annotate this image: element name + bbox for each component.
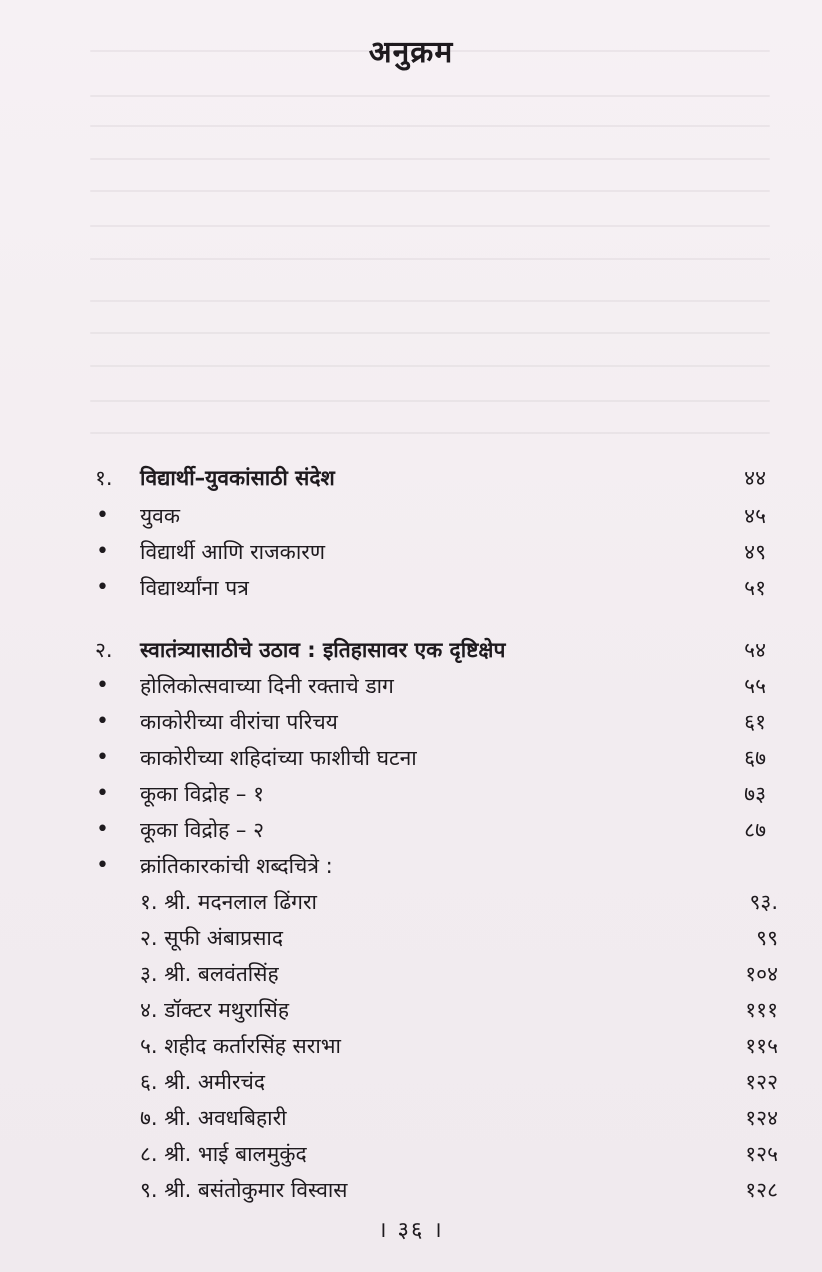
bleed-through-line [90,300,770,302]
bleed-through-line [90,332,770,334]
toc-subitem[interactable] [0,920,822,956]
toc-subitem-page: ९३. [749,890,778,914]
toc-subitem[interactable] [0,1064,822,1100]
toc-item-label: काकोरीच्या वीरांचा परिचय [140,710,338,734]
toc-item-label: कूका विद्रोह – २ [140,818,264,842]
toc-subitem-label: ८. श्री. भाई बालमुकुंद [140,1142,307,1166]
toc-item-label: क्रांतिकारकांची शब्दचित्रे : [140,854,333,878]
bullet-icon: • [96,745,109,770]
toc-subitem[interactable] [0,956,822,992]
toc-subitem[interactable] [0,992,822,1028]
toc-item[interactable] [0,848,822,884]
toc-subitem[interactable] [0,1136,822,1172]
bullet-icon: • [96,853,109,878]
bleed-through-line [90,190,770,192]
toc-item[interactable] [0,668,822,704]
bleed-through-line [90,365,770,367]
toc-item-page: ७३ [744,782,766,806]
toc-item-page: ८७ [744,818,766,842]
bleed-through-line [90,258,770,260]
bullet-icon: • [96,575,109,600]
toc-subitem[interactable] [0,1172,822,1208]
toc-subitem-label: १. श्री. मदनलाल ढिंगरा [140,890,317,914]
bullet-icon: • [96,503,109,528]
toc-item-page: ५५ [744,674,766,698]
toc-subitem-page: १२२ [745,1070,778,1094]
toc-subitem-page: ९९ [756,926,778,950]
toc-subitem-label: ५. शहीद कर्तारसिंह सराभा [140,1034,341,1058]
toc-subitem-label: २. सूफी अंबाप्रसाद [140,926,283,950]
toc-item-label: काकोरीच्या शहिदांच्या फाशीची घटना [140,746,417,770]
toc-subitem-label: ७. श्री. अवधबिहारी [140,1106,287,1130]
toc-subitem[interactable] [0,884,822,920]
toc-subitem-page: १२८ [745,1178,778,1202]
toc-section-1[interactable] [0,460,822,496]
toc-item-label: विद्यार्थी आणि राजकारण [140,540,326,564]
toc-item[interactable] [0,570,822,606]
toc-item[interactable] [0,776,822,812]
section-page: ५४ [744,638,766,662]
bleed-through-line [90,400,770,402]
bullet-icon: • [96,781,109,806]
section-number: २. [95,638,113,662]
toc-item-page: ६७ [744,746,766,770]
bullet-icon: • [96,817,109,842]
bleed-through-line [90,95,770,97]
bullet-icon: • [96,673,109,698]
bleed-through-line [90,158,770,160]
toc-item-label: होलिकोत्सवाच्या दिनी रक्ताचे डाग [140,674,394,698]
toc-section-2[interactable] [0,632,822,668]
section-title: स्वातंत्र्यासाठीचे उठाव : इतिहासावर एक दृष्टिक्षेप [140,638,506,662]
page-number-footer: । ३६ । [378,1218,444,1243]
toc-item-page: ४५ [744,504,766,528]
toc-item-page: ६१ [744,710,766,734]
toc-subitem-label: ९. श्री. बसंतोकुमार विस्वास [140,1178,348,1202]
toc-item-page: ४९ [744,540,766,564]
toc-subitem-page: १२५ [745,1142,778,1166]
toc-item-label: कूका विद्रोह – १ [140,782,264,806]
toc-item[interactable] [0,534,822,570]
toc-subitem[interactable] [0,1028,822,1064]
toc-item[interactable] [0,812,822,848]
toc-subitem-page: १११ [745,998,778,1022]
toc-subitem-page: ११५ [745,1034,778,1058]
page-title: अनुक्रम [368,35,454,70]
toc-subitem-label: ६. श्री. अमीरचंद [140,1070,266,1094]
toc-subitem-label: ३. श्री. बलवंतसिंह [140,962,279,986]
toc-subitem-label: ४. डॉक्टर मथुरासिंह [140,998,290,1022]
bullet-icon: • [96,539,109,564]
toc-item-label: विद्यार्थ्यांना पत्र [140,576,249,600]
bullet-icon: • [96,709,109,734]
toc-item[interactable] [0,704,822,740]
toc-subitem[interactable] [0,1100,822,1136]
toc-subitem-page: १०४ [745,962,778,986]
bleed-through-line [90,432,770,434]
toc-item-label: युवक [140,504,180,528]
toc-subitem-page: १२४ [745,1106,778,1130]
bleed-through-line [90,225,770,227]
section-number: १. [95,466,113,490]
toc-item-page: ५१ [744,576,766,600]
bleed-through-line [90,125,770,127]
section-page: ४४ [744,466,766,490]
toc-item[interactable] [0,740,822,776]
toc-item[interactable] [0,498,822,534]
section-title: विद्यार्थी–युवकांसाठी संदेश [140,466,335,490]
